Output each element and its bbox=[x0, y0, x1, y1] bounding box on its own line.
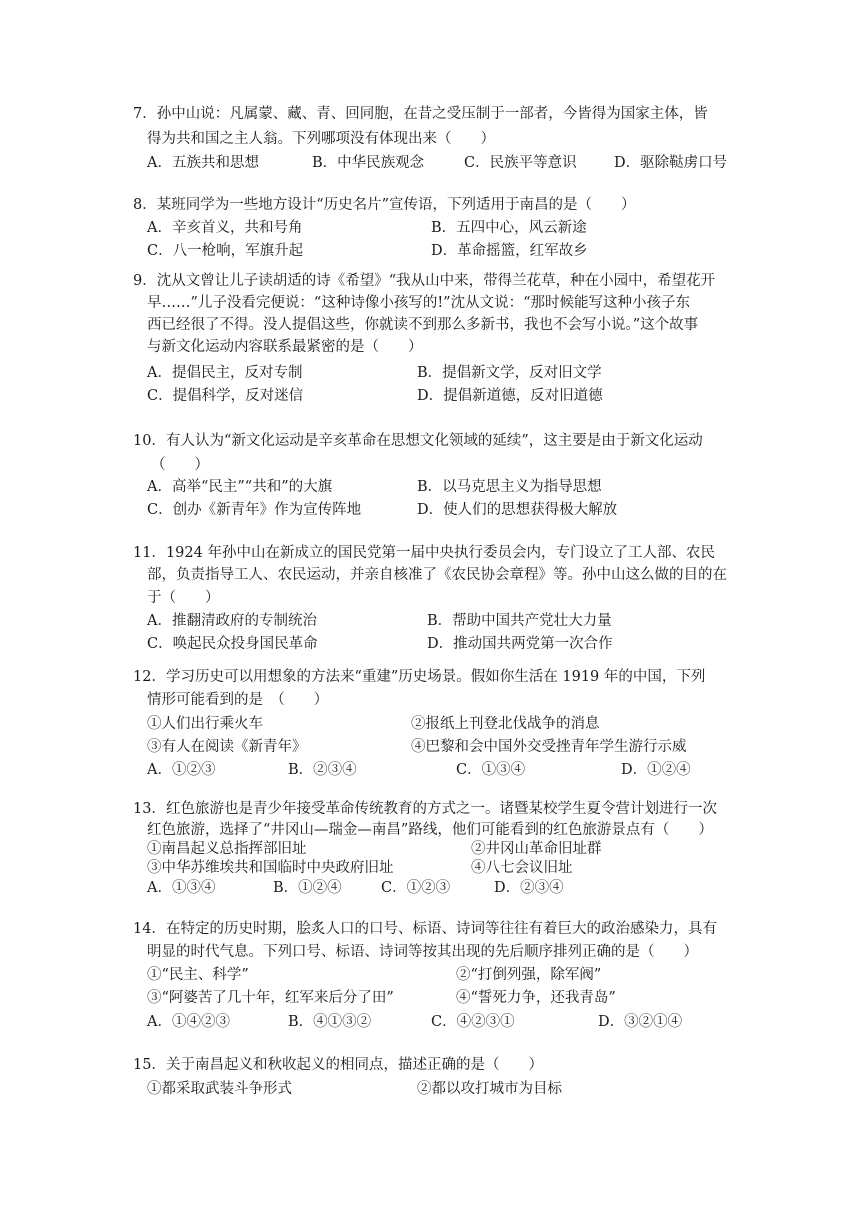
option-d: D．②③④ bbox=[494, 880, 564, 896]
question-stem: 于（ ） bbox=[147, 590, 220, 606]
question-stem: 15．关于南昌起义和秋收起义的相同点，描述正确的是（ ） bbox=[133, 1057, 543, 1073]
statement-item: ②井冈山革命旧址群 bbox=[471, 841, 602, 857]
question-stem: 红色旅游，选择了“井冈山—瑞金—南昌”路线，他们可能看到的红色旅游景点有（ ） bbox=[147, 822, 713, 838]
statement-item: ③中华苏维埃共和国临时中央政府旧址 bbox=[147, 860, 394, 876]
question-stem: 10．有人认为“新文化运动是辛亥革命在思想文化领域的延续”，这主要是由于新文化运动 bbox=[133, 433, 703, 449]
option-c: C．八一枪响，军旗升起 bbox=[147, 243, 304, 259]
option-c: C．创办《新青年》作为宣传阵地 bbox=[147, 502, 362, 518]
option-c: C．唤起民众投身国民革命 bbox=[147, 636, 318, 652]
option-b: B．②③④ bbox=[288, 762, 357, 778]
question-stem: 14．在特定的历史时期，脍炙人口的口号、标语、诗词等往往有着巨大的政治感染力，具有 bbox=[133, 921, 717, 937]
option-a: A．辛亥首义，共和号角 bbox=[147, 220, 303, 236]
question-stem: 与新文化运动内容联系最紧密的是（ ） bbox=[147, 339, 423, 355]
question-stem: 11．1924 年孙中山在新成立的国民党第一届中央执行委员会内，专门设立了工人部、农民 bbox=[133, 545, 715, 561]
option-d: D．革命摇篮，红军故乡 bbox=[431, 243, 588, 259]
question-stem: 明显的时代气息。下列口号、标语、诗词等按其出现的先后顺序排列正确的是（ ） bbox=[147, 944, 698, 960]
question-stem: 情形可能看到的是 （ ） bbox=[147, 692, 329, 708]
option-b: B．中华民族观念 bbox=[312, 155, 425, 171]
option-b: B．④①③② bbox=[288, 1014, 372, 1030]
option-b: B．以马克思主义为指导思想 bbox=[417, 479, 602, 495]
option-c: C．①③④ bbox=[456, 762, 526, 778]
option-d: D．③②①④ bbox=[598, 1014, 683, 1030]
question-stem: 早……”儿子没看完便说：“这种诗像小孩写的!”沈从文说：“那时候能写这种小孩子东 bbox=[147, 295, 690, 311]
statement-item: ④八七会议旧址 bbox=[471, 860, 573, 876]
option-c: C．民族平等意识 bbox=[464, 155, 577, 171]
option-d: D．推动国共两党第一次合作 bbox=[427, 636, 613, 652]
option-b: B．五四中心，风云新途 bbox=[431, 220, 587, 236]
option-b: B．帮助中国共产党壮大力量 bbox=[427, 613, 612, 629]
statement-item: ①都采取武装斗争形式 bbox=[147, 1081, 292, 1097]
statement-item: ②都以攻打城市为目标 bbox=[417, 1081, 562, 1097]
question-stem: （ ） bbox=[151, 457, 209, 473]
option-b: B．提倡新文学，反对旧文学 bbox=[417, 365, 602, 381]
statement-item: ①南昌起义总指挥部旧址 bbox=[147, 841, 307, 857]
statement-item: ②报纸上刊登北伐战争的消息 bbox=[411, 716, 600, 732]
option-d: D．使人们的思想获得极大解放 bbox=[417, 502, 618, 518]
question-stem: 西已经很了不得。没人提倡这些，你就读不到那么多新书，我也不会写小说。”这个故事 bbox=[147, 317, 699, 333]
option-b: B．①②④ bbox=[273, 880, 342, 896]
statement-item: ③“阿婆苦了几十年，红军来后分了田” bbox=[147, 990, 394, 1006]
question-stem: 得为共和国之主人翁。下列哪项没有体现出来（ ） bbox=[147, 131, 495, 147]
option-a: A．提倡民主，反对专制 bbox=[147, 365, 303, 381]
statement-item: ③有人在阅读《新青年》 bbox=[147, 739, 307, 755]
question-stem: 7．孙中山说：凡属蒙、藏、青、回同胞，在昔之受压制于一部者，今皆得为国家主体，皆 bbox=[133, 106, 708, 122]
question-stem: 13．红色旅游也是青少年接受革命传统教育的方式之一。诸暨某校学生夏令营计划进行一次 bbox=[133, 801, 717, 817]
option-c: C．④②③① bbox=[431, 1014, 515, 1030]
question-stem: 12．学习历史可以用想象的方法来“重建”历史场景。假如你生活在 1919 年的中国，下列 bbox=[133, 669, 706, 685]
statement-item: ④巴黎和会中国外交受挫青年学生游行示威 bbox=[411, 739, 687, 755]
option-c: C．①②③ bbox=[381, 880, 451, 896]
question-stem: 9．沈从文曾让儿子读胡适的诗《希望》“我从山中来，带得兰花草，种在小园中，希望花开 bbox=[133, 273, 716, 289]
option-d: D．①②④ bbox=[621, 762, 691, 778]
statement-item: ①“民主、科学” bbox=[147, 967, 249, 983]
option-a: A．①②③ bbox=[147, 762, 216, 778]
option-d: D．提倡新道德，反对旧道德 bbox=[417, 388, 603, 404]
statement-item: ②“打倒列强，除军阀” bbox=[456, 967, 602, 983]
statement-item: ④“誓死力争，还我青岛” bbox=[456, 990, 616, 1006]
question-stem: 8．某班同学为一些地方设计“历史名片”宣传语，下列适用于南昌的是（ ） bbox=[133, 197, 636, 213]
option-d: D．驱除鞑虏口号 bbox=[614, 155, 728, 171]
option-a: A．高举“民主”“共和”的大旗 bbox=[147, 479, 333, 495]
option-a: A．推翻清政府的专制统治 bbox=[147, 613, 317, 629]
option-a: A．五族共和思想 bbox=[147, 155, 259, 171]
statement-item: ①人们出行乘火车 bbox=[147, 716, 263, 732]
option-c: C．提倡科学，反对迷信 bbox=[147, 388, 304, 404]
question-stem: 部，负责指导工人、农民运动，并亲自核准了《农民协会章程》等。孙中山这么做的目的在 bbox=[147, 567, 727, 583]
option-a: A．①④②③ bbox=[147, 1014, 230, 1030]
option-a: A．①③④ bbox=[147, 880, 216, 896]
